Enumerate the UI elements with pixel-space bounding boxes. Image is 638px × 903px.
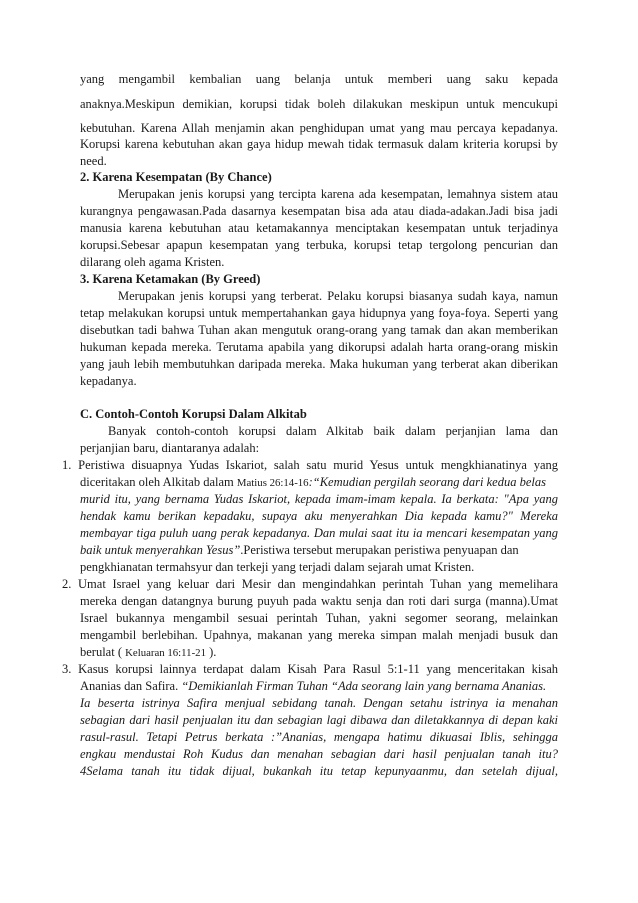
text-span: .Peristiwa tersebut merupakan peristiwa penyuapan dan [240,543,519,557]
text-line: disebutkan tadi bahwa Tuhan akan mengutuk orang-orang yang tamak dan akan memberikan [80,323,558,337]
quote-line: membayar tiga puluh uang perak kepadanya. Dan mulai saat itu ia mencari kesempatan yang [80,526,558,540]
text-line: need. [80,154,107,168]
text-line: Korupsi karena kebutuhan akan gaya hidup mewah tidak termasuk dalam kriteria korupsi by [80,137,558,151]
text-line: kurangnya pengawasan.Pada dasarnya kesempatan bisa ada atau diada-adakan.Jadi bisa jadi [80,204,558,218]
quote-line: sebagian dari hasil penjualan itu dan sebagian lagi dibawa dan diletakkannya di depan kaki [80,713,558,727]
text-line: mereka dengan datangnya burung puyuh pada waktu senja dan roti dari surga (manna).Umat [80,594,558,608]
quote-span: “Demikianlah Firman Tuhan “Ada seorang lain yang bernama Ananias. [181,679,547,693]
quote-line: hendak kamu berikan kepadaku, supaya aku menyerahkan Dia kepada kamu?" Mereka [80,509,558,523]
text-line: dilarang oleh agama Kristen. [80,255,225,269]
quote-span: baik untuk menyerahkan Yesus” [80,543,241,557]
text-line: kebutuhan. Karena Allah menjamin akan penghidupan umat yang mau percaya kepadanya. [80,121,558,135]
text-span: ). [209,645,217,659]
text-line: korupsi.Sebesar apapun kesempatan yang terbuka, korupsi tetap tergolong pencurian dan [80,238,558,252]
text-line: yang mengambil kembalian uang belanja untuk memberi uang saku kepada [80,72,558,86]
quote-line: rasul-rasul. Tetapi Petrus berkata :”Ananias, mengapa hatimu dikuasai Iblis, sehingga [80,730,558,744]
text-line: Merupakan jenis korupsi yang terberat. Pelaku korupsi biasanya sudah kaya, namun [118,289,558,303]
quote-line: murid itu, yang bernama Yudas Iskariot, kepada imam-imam kepala. Ia berkata: "Apa yang [80,492,558,506]
scripture-reference: Matius 26:14-16 [236,477,309,489]
text-line: tetap melakukan korupsi untuk mempertahankan gaya hidupnya yang foya-foya. Seperti yang [80,306,558,320]
text-line: anaknya.Meskipun demikian, korupsi tidak boleh dilakukan meskipun untuk mencukupi [80,97,558,111]
text-line: Israel bukannya mengambil sesuai perintah Tuhan, yakni segomer seorang, melainkan [80,611,558,625]
text-line [80,544,558,557]
section-heading: 2. Karena Kesempatan (By Chance) [80,170,272,184]
text-span: berulat ( [80,645,122,659]
text-line: manusia karena kebutuhan atau ketamakannya menciptakan kesempatan untuk terjadinya [80,221,558,235]
text-line [80,476,558,489]
list-item: 3. Kasus korupsi lainnya terdapat dalam Kisah Para Rasul 5:1-11 yang menceritakan kisah [62,662,558,676]
text-line: hukuman kepada mereka. Terutama apabila yang dikorupsi adalah harta orang-orang miskin [80,340,558,354]
quote-line: Ia beserta istrinya Safira menjual sebidang tanah. Dengan setahu istrinya ia menahan [80,696,558,710]
quote-span: :“Kemudian pergilah seorang dari kedua belas [308,475,546,489]
text-span: Ananias dan Safira. [80,679,179,693]
text-line: kepadanya. [80,374,137,388]
quote-line: 4Selama tanah itu tidak dijual, bukankah itu tetap kepunyaanmu, dan setelah dijual, [80,764,558,778]
text-line: yang jauh lebih membutuhkan daripada mereka. Maka hukuman yang terberat akan diberikan [80,357,558,371]
section-heading: 3. Karena Ketamakan (By Greed) [80,272,261,286]
text-line [80,680,558,693]
scripture-reference: Keluaran 16:11-21 [125,647,206,659]
text-line: Banyak contoh-contoh korupsi dalam Alkitab baik dalam perjanjian lama dan [108,424,558,438]
section-heading: C. Contoh-Contoh Korupsi Dalam Alkitab [80,407,307,421]
list-item: 1. Peristiwa disuapnya Yudas Iskariot, salah satu murid Yesus untuk mengkhianatinya yang [62,458,558,472]
text-line: Merupakan jenis korupsi yang tercipta karena ada kesempatan, lemahnya sistem atau [118,187,558,201]
text-line [80,646,216,659]
text-span: diceritakan oleh Alkitab dalam [80,475,234,489]
list-item: 2. Umat Israel yang keluar dari Mesir dan mengindahkan perintah Tuhan yang memelihara [62,577,558,591]
quote-line: engkau mendustai Roh Kudus dan menahan sebagian dari hasil penjualan tanah itu? [80,747,558,761]
text-line: mengambil berlebihan. Upahnya, makanan yang mereka simpan malah menjadi busuk dan [80,628,558,642]
text-line: pengkhianatan termahsyur dan terkeji yang terjadi dalam sejarah umat Kristen. [80,560,475,574]
text-line: perjanjian baru, diantaranya adalah: [80,441,260,455]
